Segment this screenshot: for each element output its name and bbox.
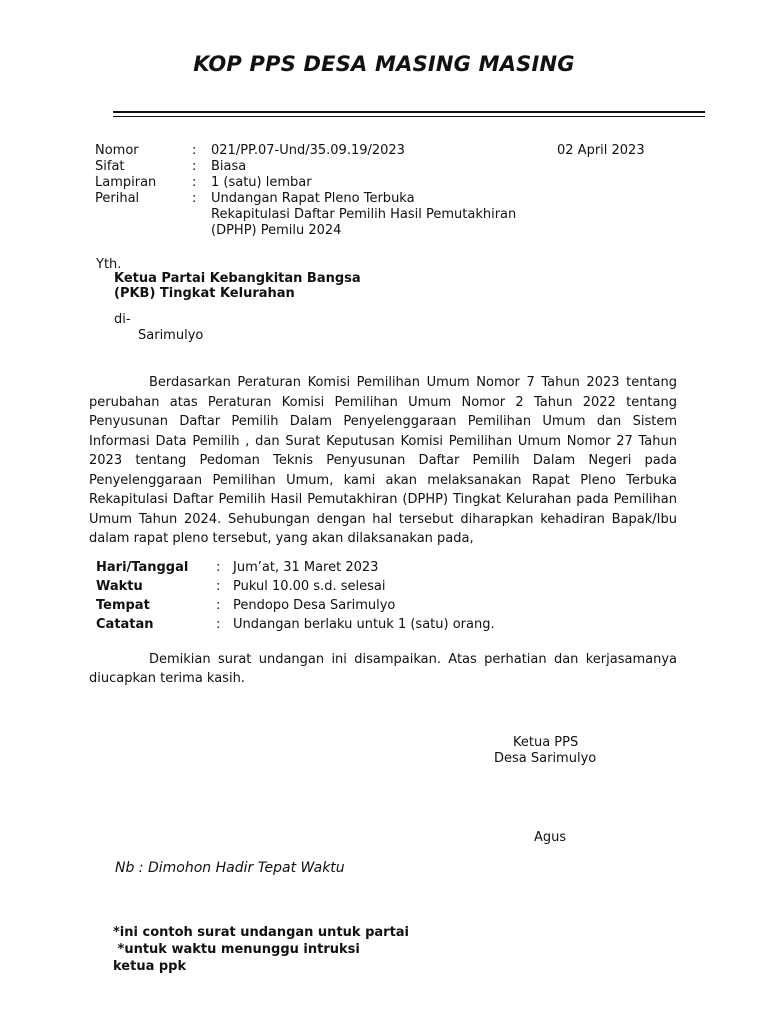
letterhead-rule-thin xyxy=(113,116,705,117)
meta-value: 021/PP.07-Und/35.09.19/2023 xyxy=(211,143,405,158)
letterhead-title: KOP PPS DESA MASING MASING xyxy=(193,52,575,76)
recipient-di: di- xyxy=(114,312,131,327)
meta-colon: : xyxy=(192,175,197,190)
footnote-line-3: ketua ppk xyxy=(113,959,187,974)
schedule-row-time xyxy=(96,575,495,594)
meta-row-sifat xyxy=(95,159,655,175)
schedule-label: Waktu xyxy=(96,579,143,594)
closing-paragraph-text: Demikian surat undangan ini disampaikan. Atas perhatian dan kerjasamanya diucapkan terima kasih. xyxy=(89,652,677,686)
perihal-line-2: Rekapitulasi Daftar Pemilih Hasil Pemutakhiran xyxy=(211,207,517,222)
schedule-colon: : xyxy=(216,617,221,632)
recipient-place: Sarimulyo xyxy=(138,328,204,343)
footnote-line-2: *untuk waktu menunggu intruksi xyxy=(113,942,360,957)
footnote-line-1: *ini contoh surat undangan untuk partai xyxy=(113,925,410,940)
recipient-line-2: (PKB) Tingkat Kelurahan xyxy=(114,286,295,301)
signature-title-1: Ketua PPS xyxy=(513,735,579,750)
meta-label: Nomor xyxy=(95,143,139,158)
schedule-label: Catatan xyxy=(96,617,154,632)
schedule-colon: : xyxy=(216,560,221,575)
meta-row-perihal xyxy=(95,191,655,239)
meta-colon: : xyxy=(192,191,197,206)
body-paragraph xyxy=(89,373,677,549)
schedule-label: Hari/Tanggal xyxy=(96,560,189,575)
meta-value: Biasa xyxy=(211,159,247,174)
recipient-yth: Yth. xyxy=(96,257,122,272)
meta-colon: : xyxy=(192,143,197,158)
perihal-line-1: Undangan Rapat Pleno Terbuka xyxy=(211,191,415,206)
signature-name: Agus xyxy=(534,830,567,845)
schedule-value: Jum’at, 31 Maret 2023 xyxy=(233,560,379,575)
schedule-row-place xyxy=(96,594,495,613)
recipient-line-1: Ketua Partai Kebangkitan Bangsa xyxy=(114,271,361,286)
meta-value: 1 (satu) lembar xyxy=(211,175,312,190)
closing-paragraph xyxy=(89,650,677,688)
schedule-colon: : xyxy=(216,598,221,613)
nb-note: Nb : Dimohon Hadir Tepat Waktu xyxy=(115,860,345,876)
letterhead-rule-thick xyxy=(113,111,705,113)
schedule-colon: : xyxy=(216,579,221,594)
perihal-line-3: (DPHP) Pemilu 2024 xyxy=(211,223,342,238)
schedule-value: Pendopo Desa Sarimulyo xyxy=(233,598,396,613)
signature-title-2: Desa Sarimulyo xyxy=(494,751,597,766)
schedule-value: Pukul 10.00 s.d. selesai xyxy=(233,579,386,594)
letter-date: 02 April 2023 xyxy=(557,143,645,158)
schedule-label: Tempat xyxy=(96,598,150,613)
schedule-value: Undangan berlaku untuk 1 (satu) orang. xyxy=(233,617,495,632)
schedule-row-date xyxy=(96,556,495,575)
schedule-table xyxy=(96,556,495,632)
meta-label: Sifat xyxy=(95,159,125,174)
footnote xyxy=(113,924,409,975)
schedule-row-note xyxy=(96,613,495,632)
meta-label: Perihal xyxy=(95,191,140,206)
meta-value xyxy=(211,191,655,239)
meta-label: Lampiran xyxy=(95,175,157,190)
meta-row-lampiran xyxy=(95,175,655,191)
body-paragraph-text: Berdasarkan Peraturan Komisi Pemilihan Umum Nomor 7 Tahun 2023 tentang perubahan atas Peraturan Komisi Pemilihan Umum Nomor 2 Tahun 2022 tentang Penyusunan Daftar Pemilih Dalam Penyelenggaraan Pemilihan Umum dan Sistem Informasi Data Pemilih , dan Surat Keputusan Komisi Pemilihan Umum Nomor 27 Tahun 2023 tentang Pedoman Teknis Penyusunan Daftar Pemilih Dalam Negeri pada Penyelenggaraan Pemilihan Umum, kami akan melaksanakan Rapat Pleno Terbuka Rekapitulasi Daftar Pemilih Hasil Pemutakhiran (DPHP) Tingkat Kelurahan pada Pemilihan Umum Tahun 2024. Sehubungan dengan hal tersebut diharapkan kehadiran Bapak/Ibu dalam rapat pleno tersebut, yang akan dilaksanakan pada, xyxy=(89,375,677,546)
meta-colon: : xyxy=(192,159,197,174)
